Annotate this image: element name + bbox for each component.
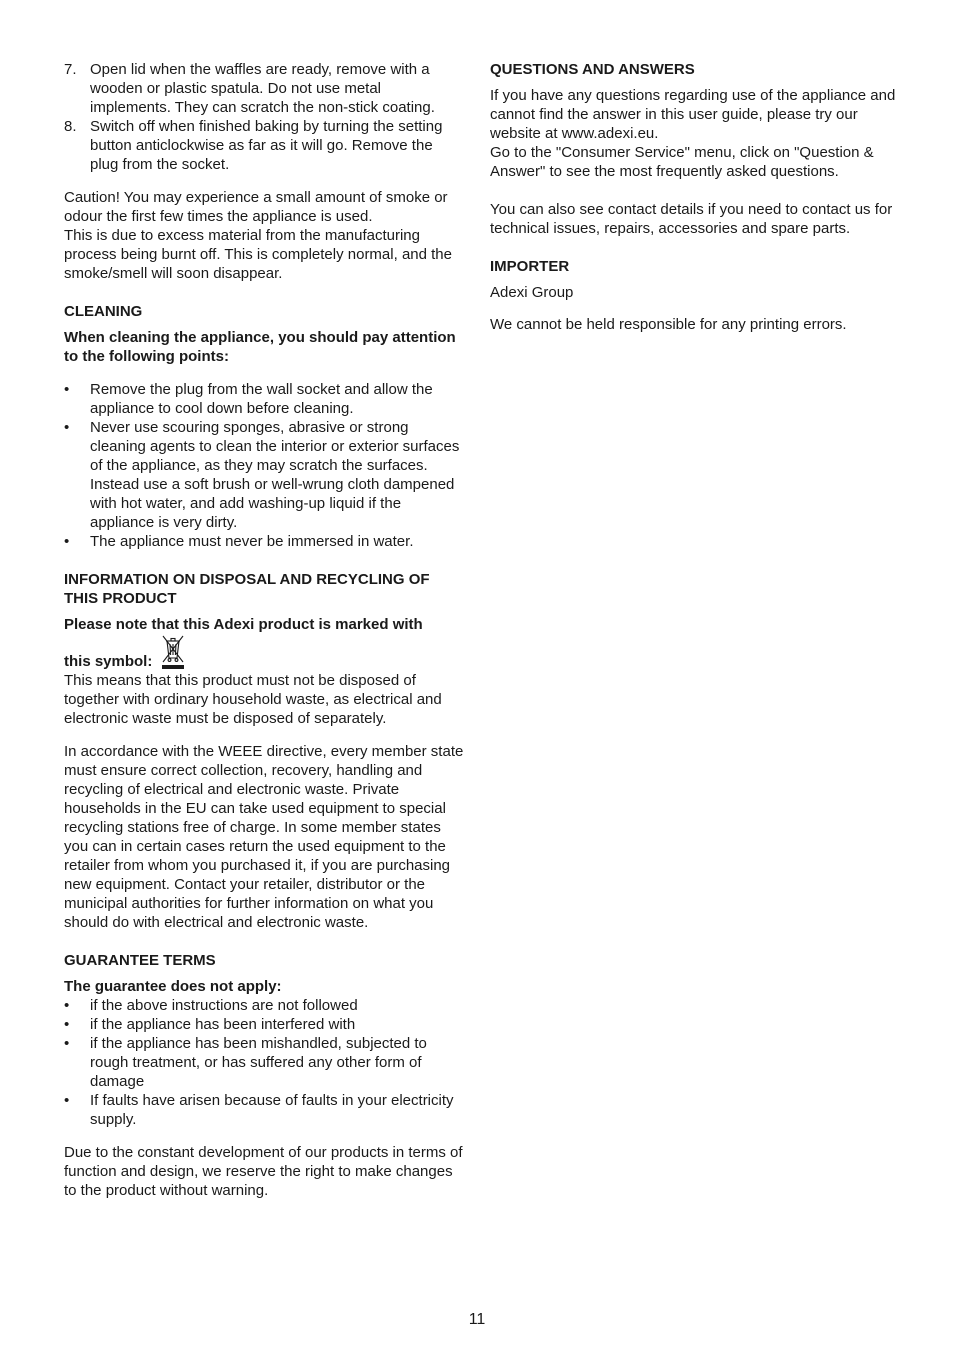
cleaning-heading: CLEANING [64,303,143,320]
list-item-text: if the appliance has been mishandled, subjected to rough treatment, or has suffered any other form of damage [90,1035,427,1090]
list-item [64,996,464,1015]
printing-disclaimer: We cannot be held responsible for any printing errors. [490,316,847,333]
crossed-out-wheelie-bin-icon [160,634,186,670]
step-number: 7. [64,61,77,78]
list-item [64,418,464,532]
bullet: • [64,997,70,1014]
list-item-text: if the appliance has been interfered with [90,1016,356,1033]
importer-heading: IMPORTER [490,258,570,275]
caution-block [64,188,464,283]
step-text: Switch off when finished baking by turning the setting button anticlockwise as far as it will go. Remove the plug from the socket. [90,118,443,173]
qa-paragraph: Go to the "Consumer Service" menu, click on "Question & Answer" to see the most frequently asked questions. [490,144,874,180]
left-column [64,60,464,1200]
caution-text: Caution! You may experience a small amount of smoke or odour the first few times the appliance is used. [64,189,448,225]
list-item [64,117,464,174]
step-text: Open lid when the waffles are ready, remove with a wooden or plastic spatula. Do not use metal implements. They can scratch the non-stick coating. [90,61,435,116]
disposal-paragraph: This means that this product must not be disposed of together with ordinary household waste, as electrical and electronic waste must be disposed of separately. [64,672,442,727]
list-item [64,1015,464,1034]
list-item-text: if the above instructions are not followed [90,997,358,1014]
disposal-symbol-line [64,634,464,671]
bullet: • [64,1016,70,1033]
list-item-text: The appliance must never be immersed in water. [90,533,414,550]
list-item [64,60,464,117]
cleaning-intro: When cleaning the appliance, you should pay attention to the following points: [64,329,456,365]
bullet: • [64,533,70,550]
caution-text: This is due to excess material from the manufacturing process being burnt off. This is completely normal, and the smoke/smell will soon disappear. [64,227,452,282]
guarantee-heading: GUARANTEE TERMS [64,952,216,969]
guarantee-list [64,996,464,1129]
list-item [64,380,464,418]
disposal-intro-line1: Please note that this Adexi product is marked with [64,616,423,633]
list-item-text: Remove the plug from the wall socket and allow the appliance to cool down before cleaning. [90,381,433,417]
step-number: 8. [64,118,77,135]
qa-paragraph: You can also see contact details if you need to contact us for technical issues, repairs, accessories and spare parts. [490,201,893,237]
qa-paragraph: If you have any questions regarding use of the appliance and cannot find the answer in this user guide, please try our website at www.adexi.eu. [490,87,896,142]
disposal-paragraph: In accordance with the WEEE directive, every member state must ensure correct collection, recovery, handling and recycling of electrical and electronic waste. Private households in the EU can take used equipment to special recycling stations free of charge. In some member states you can in certain cases return the used equipment to the retailer from whom you purchased it, if you are purchasing new equipment. Contact your retailer, distributor or the municipal authorities for further information on what you should do with electrical and electronic waste. [64,743,464,931]
guarantee-intro: The guarantee does not apply: [64,978,282,995]
importer-name: Adexi Group [490,284,574,301]
list-item-text: Never use scouring sponges, abrasive or strong cleaning agents to clean the interior or exterior surfaces of the appliance, as they may scratch the surfaces. Instead use a soft brush or well-wrung cloth dampened with hot water, and add washing-up liquid if the appliance is very dirty. [90,419,460,531]
list-item [64,1091,464,1129]
bullet: • [64,1092,70,1109]
list-item [64,532,464,551]
disposal-heading: INFORMATION ON DISPOSAL AND RECYCLING OF THIS PRODUCT [64,571,430,607]
list-item-text: If faults have arisen because of faults in your electricity supply. [90,1092,454,1128]
cleaning-list [64,380,464,551]
right-column [490,60,900,334]
qa-heading: QUESTIONS AND ANSWERS [490,61,695,78]
list-item [64,1034,464,1091]
bullet: • [64,381,70,398]
numbered-steps [64,60,464,174]
page-number: 11 [468,1311,486,1328]
bullet: • [64,1035,70,1052]
guarantee-closing: Due to the constant development of our products in terms of function and design, we reserve the right to make changes to the product without warning. [64,1144,463,1199]
disposal-intro-line2: this symbol: [64,653,153,670]
bullet: • [64,419,70,436]
